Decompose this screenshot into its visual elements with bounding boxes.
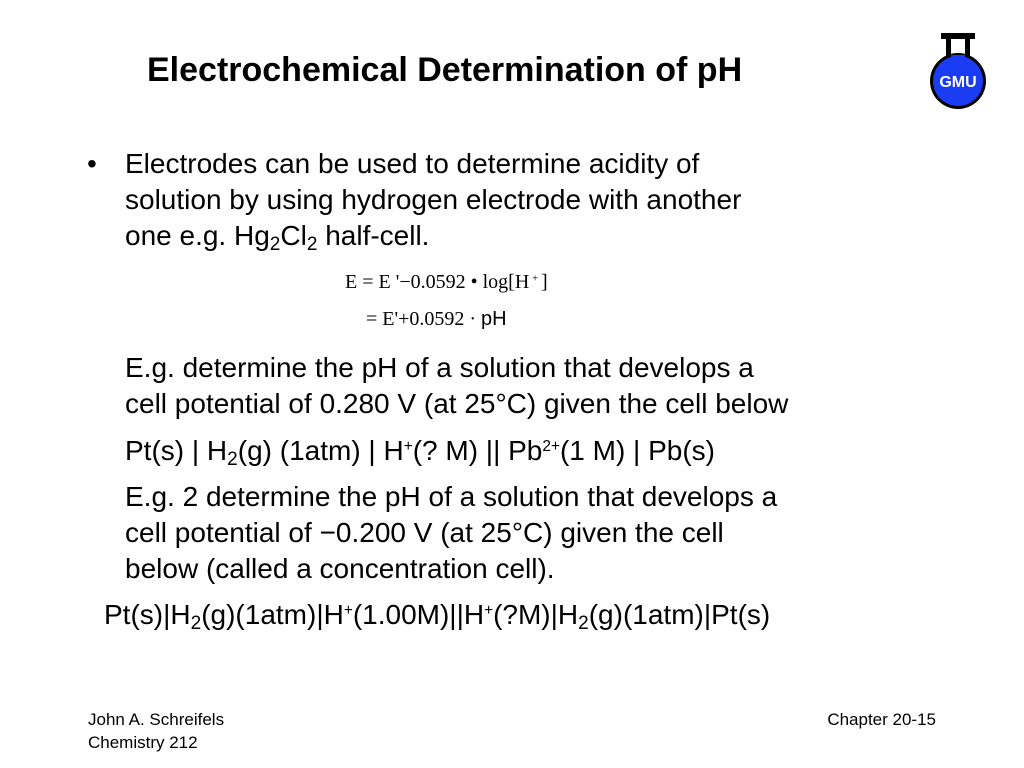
example1-line-1: E.g. determine the pH of a solution that develops a (125, 352, 754, 383)
example2-line-1: E.g. 2 determine the pH of a solution that develops a (125, 481, 778, 512)
flask-icon (930, 33, 986, 109)
footer-course: Chemistry 212 (88, 733, 198, 752)
example1-cell-notation: Pt(s) | $H_2(g)$ (1atm) | H+(? M) || $Pb^{2+}(1$ M) | Pb(s) (125, 435, 716, 470)
logo-text: GMU (939, 74, 977, 91)
example2-line-2: cell potential of −0.200 V (at 25°C) given the cell (125, 517, 724, 548)
bullet-marker: • (87, 148, 97, 179)
bullet-line-3: one e.g. $Hg_2Cl_2$ half-cell. (125, 220, 430, 255)
slide-title: Electrochemical Determination of pH (147, 51, 743, 89)
bullet-line-2: solution by using hydrogen electrode with another (125, 184, 742, 215)
footer-author: John A. Schreifels (88, 710, 225, 729)
equation-1: E = E '−0.0592 • log[H + ] (345, 271, 548, 293)
gmu-flask-logo (924, 30, 992, 112)
equation-2: = E'+0.0592 · pH (366, 308, 507, 330)
footer-chapter: Chapter 20-15 (827, 710, 936, 729)
example1-line-2: cell potential of 0.280 V (at 25°C) given the cell below (125, 388, 789, 419)
bullet-line-1: Electrodes can be used to determine acidity of (125, 148, 700, 179)
example2-line-3: below (called a concentration cell). (125, 553, 555, 584)
concentration-cell-notation: $Pt(s)|H_2(g)(1atm)|H^+(1.00M)||H^+(?M)|H_2(g)(1atm)|Pt(s)$ (104, 599, 771, 634)
